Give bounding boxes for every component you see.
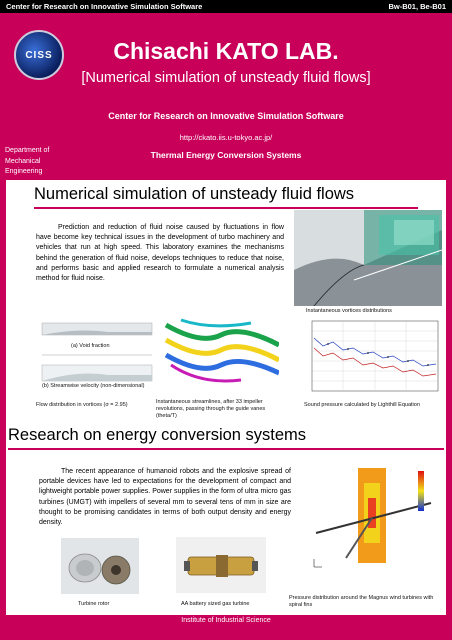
center-name: Center for Research on Innovative Simulation Software bbox=[108, 111, 344, 121]
header-right-text: Bw-B01, Be-B01 bbox=[388, 2, 446, 11]
section2-underline bbox=[8, 448, 444, 450]
lab-title: Chisachi KATO LAB. bbox=[113, 38, 339, 64]
department-line-1: Department of bbox=[5, 147, 50, 154]
department-line-2: Mechanical bbox=[5, 157, 41, 165]
header-left-text: Center for Research on Innovative Simulation Software bbox=[6, 2, 203, 11]
streamlines-figure bbox=[161, 315, 279, 393]
sound-pressure-chart bbox=[298, 318, 442, 400]
section1-underline bbox=[34, 207, 418, 209]
turbine-rotor-photo bbox=[61, 538, 139, 594]
lab-url[interactable]: http://ckato.iis.u-tokyo.ac.jp/ bbox=[179, 133, 273, 142]
magnus-turbine-caption: Pressure distribution around the Magnus wind turbines with spiral fins bbox=[289, 595, 434, 608]
section1-body: Prediction and reduction of fluid noise caused by fluctuations in flow have become key technical issues in the development of turbo machinery and vehicles that run at high speed. This laboratory examines the mechanisms behind the generation of fluid noise, develops techniques to reduce that noise, and performs basic and applied research to formulate a numerical analysis method for fluid noise. bbox=[36, 224, 284, 283]
void-fraction-label: (a) Void fraction bbox=[71, 343, 110, 349]
gas-turbine-caption: AA battery sized gas turbine bbox=[181, 601, 250, 607]
footer-text: Institute of Industrial Science bbox=[181, 617, 271, 624]
section1-title: Numerical simulation of unsteady fluid flows bbox=[34, 185, 355, 203]
magnus-turbine-figure bbox=[306, 463, 442, 573]
division-name: Thermal Energy Conversion Systems bbox=[150, 150, 302, 160]
flow-distribution-caption: Flow distribution in vortices (σ = 2.95) bbox=[36, 402, 128, 408]
turbine-rotor-caption: Turbine rotor bbox=[78, 601, 110, 607]
content-panel bbox=[6, 180, 446, 615]
gas-turbine-photo bbox=[176, 537, 266, 593]
streamwise-velocity-label: (b) Streamwise velocity (non-dimensional) bbox=[42, 383, 145, 389]
section2-body: The recent appearance of humanoid robots and the explosive spread of portable devices have led to expectations for the development of compact and lightweight portable power supplies. Power supplies in the form of ultra micro gas turbines (UMGT) with impellers of several mm to several tens of mm in size are thought to be promising candidates in terms of both output density and energy density. bbox=[39, 468, 291, 527]
lab-subtitle: [Numerical simulation of unsteady fluid flows] bbox=[81, 70, 371, 86]
sound-pressure-caption: Sound pressure calculated by Lighthill Equation bbox=[304, 402, 420, 408]
logo-text: CISS bbox=[25, 49, 53, 61]
streamlines-caption: Instantaneous streamlines, after 33 impeller revolutions, passing through the guide vanes (theta/T) bbox=[156, 399, 266, 419]
header-bar bbox=[0, 0, 452, 13]
department-line-3: Engineering bbox=[5, 168, 43, 175]
vortices-figure bbox=[294, 210, 442, 306]
section2-title: Research on energy conversion systems bbox=[8, 426, 307, 444]
department-label bbox=[5, 146, 49, 178]
vortices-caption: Instantaneous vortices distributions bbox=[306, 308, 392, 314]
